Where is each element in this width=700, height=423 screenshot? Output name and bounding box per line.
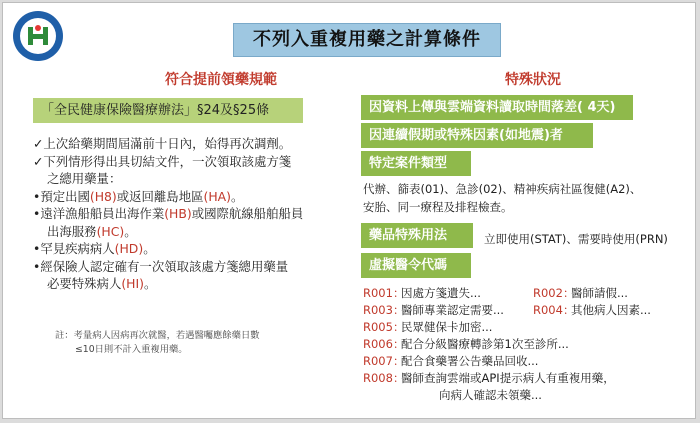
right-heading: 特殊狀況 <box>505 72 561 88</box>
bullet-icon: • <box>33 241 41 256</box>
check-icon: ✓ <box>33 153 44 169</box>
drug-usage-bar: 藥品特殊用法 <box>361 223 473 248</box>
rule-text: 下列情形得出具切結文件，一次領取該處方箋 <box>43 153 292 169</box>
virtual-order-bar: 虛擬醫令代碼 <box>361 253 471 278</box>
rule-text: 出海服務 <box>47 223 97 239</box>
code-text: 配合分級醫療轉診第1次至診所... <box>401 337 569 351</box>
code-second-column <box>533 302 651 319</box>
rule-item <box>33 223 333 241</box>
rule-text: 必要特殊病人 <box>47 276 122 291</box>
code-id: R002： <box>533 286 575 300</box>
rule-item <box>33 135 333 153</box>
left-heading: 符合提前領藥規範 <box>165 72 277 88</box>
case-type-line: 安胎、同一療程及排程檢查。 <box>363 200 513 214</box>
note <box>55 329 335 357</box>
rule-text: 經保險人認定確有一次領取該處方箋總用藥量 <box>40 258 289 274</box>
rule-item <box>33 153 333 171</box>
code-text: 醫師請假... <box>571 286 628 300</box>
bullet-icon: • <box>33 206 41 221</box>
code-row <box>363 387 695 404</box>
case-type-bar: 特定案件類型 <box>361 151 471 176</box>
code-text: 其他病人因素... <box>571 303 651 317</box>
code-id: R001： <box>363 286 405 300</box>
code-id: R003： <box>363 303 405 317</box>
code-row <box>363 302 695 319</box>
rule-text: 罕見疾病病人 <box>40 241 115 256</box>
drug-usage-text: 立即使用(STAT)、需要時使用(PRN) <box>484 232 668 246</box>
code-row <box>363 370 695 387</box>
rule-text: 或返回離島地區 <box>116 188 204 204</box>
code-second-column <box>533 285 628 302</box>
nhi-logo-icon <box>11 9 65 63</box>
bullet-icon: • <box>33 258 41 274</box>
code-label: (HC) <box>96 223 125 239</box>
rule-text: 之總用藥量： <box>47 171 122 186</box>
page-title: 不列入重複用藥之計算條件 <box>233 23 501 57</box>
code-label: (HI) <box>121 276 144 291</box>
law-reference-bar: 「全民健康保險醫療辦法」§24及§25條 <box>33 98 303 123</box>
code-text: 配合食藥署公告藥品回收... <box>401 354 539 368</box>
rule-text: 。 <box>143 241 156 256</box>
rule-text: 。 <box>230 188 244 204</box>
rule-item <box>33 275 333 293</box>
code-id: R006： <box>363 337 405 351</box>
code-label: (HD) <box>114 241 144 256</box>
rule-item <box>33 240 333 258</box>
check-icon: ✓ <box>33 136 44 151</box>
upload-delay-bar: 因資料上傳與雲端資料讀取時間落差( 4天) <box>361 95 633 120</box>
code-text: 向病人確認未領藥... <box>439 388 542 402</box>
rule-text: 。 <box>124 223 137 239</box>
code-label: (H8) <box>89 188 117 204</box>
slide <box>2 2 696 419</box>
code-row <box>363 285 695 302</box>
rule-text: 或國際航線船舶船員 <box>191 206 304 221</box>
code-row <box>363 336 695 353</box>
code-text: 醫師查詢雲端或API提示病人有重複用藥， <box>401 371 615 385</box>
rule-text: 。 <box>143 276 157 291</box>
code-label: (HB) <box>164 206 192 221</box>
code-text: 因處方箋遺失... <box>401 286 481 300</box>
rule-text: 遠洋漁船船員出海作業 <box>40 206 165 221</box>
code-id: R008： <box>363 371 405 385</box>
rule-item <box>33 258 333 276</box>
code-row <box>363 319 695 336</box>
bullet-icon: • <box>33 188 41 204</box>
code-id: R004： <box>533 303 575 317</box>
rule-item <box>33 188 333 206</box>
note-line: ≤10日則不計入重複用藥。 <box>75 344 188 355</box>
code-id: R005： <box>363 320 405 334</box>
rule-item <box>33 170 333 188</box>
code-text: 民眾健保卡加密... <box>401 320 493 334</box>
code-id: R007： <box>363 354 405 368</box>
case-type-text <box>363 180 693 216</box>
rule-text: 預定出國 <box>40 188 90 204</box>
rule-list <box>33 135 333 293</box>
note-line: 註：考量病人因病再次就醫，若遇醫囑應餘藥日數 <box>55 330 260 341</box>
code-row <box>363 353 695 370</box>
code-list <box>363 285 695 404</box>
code-text: 醫師專業認定需要... <box>401 303 504 317</box>
rule-item <box>33 205 333 223</box>
case-type-line: 代辦、篩表(01)、急診(02)、精神疾病社區復健(A2)、 <box>363 182 642 196</box>
rule-text: 上次給藥期間屆滿前十日內，始得再次調劑。 <box>43 136 292 151</box>
code-label: (HA) <box>203 188 231 204</box>
holiday-bar: 因連續假期或特殊因素(如地震)者 <box>361 123 593 148</box>
